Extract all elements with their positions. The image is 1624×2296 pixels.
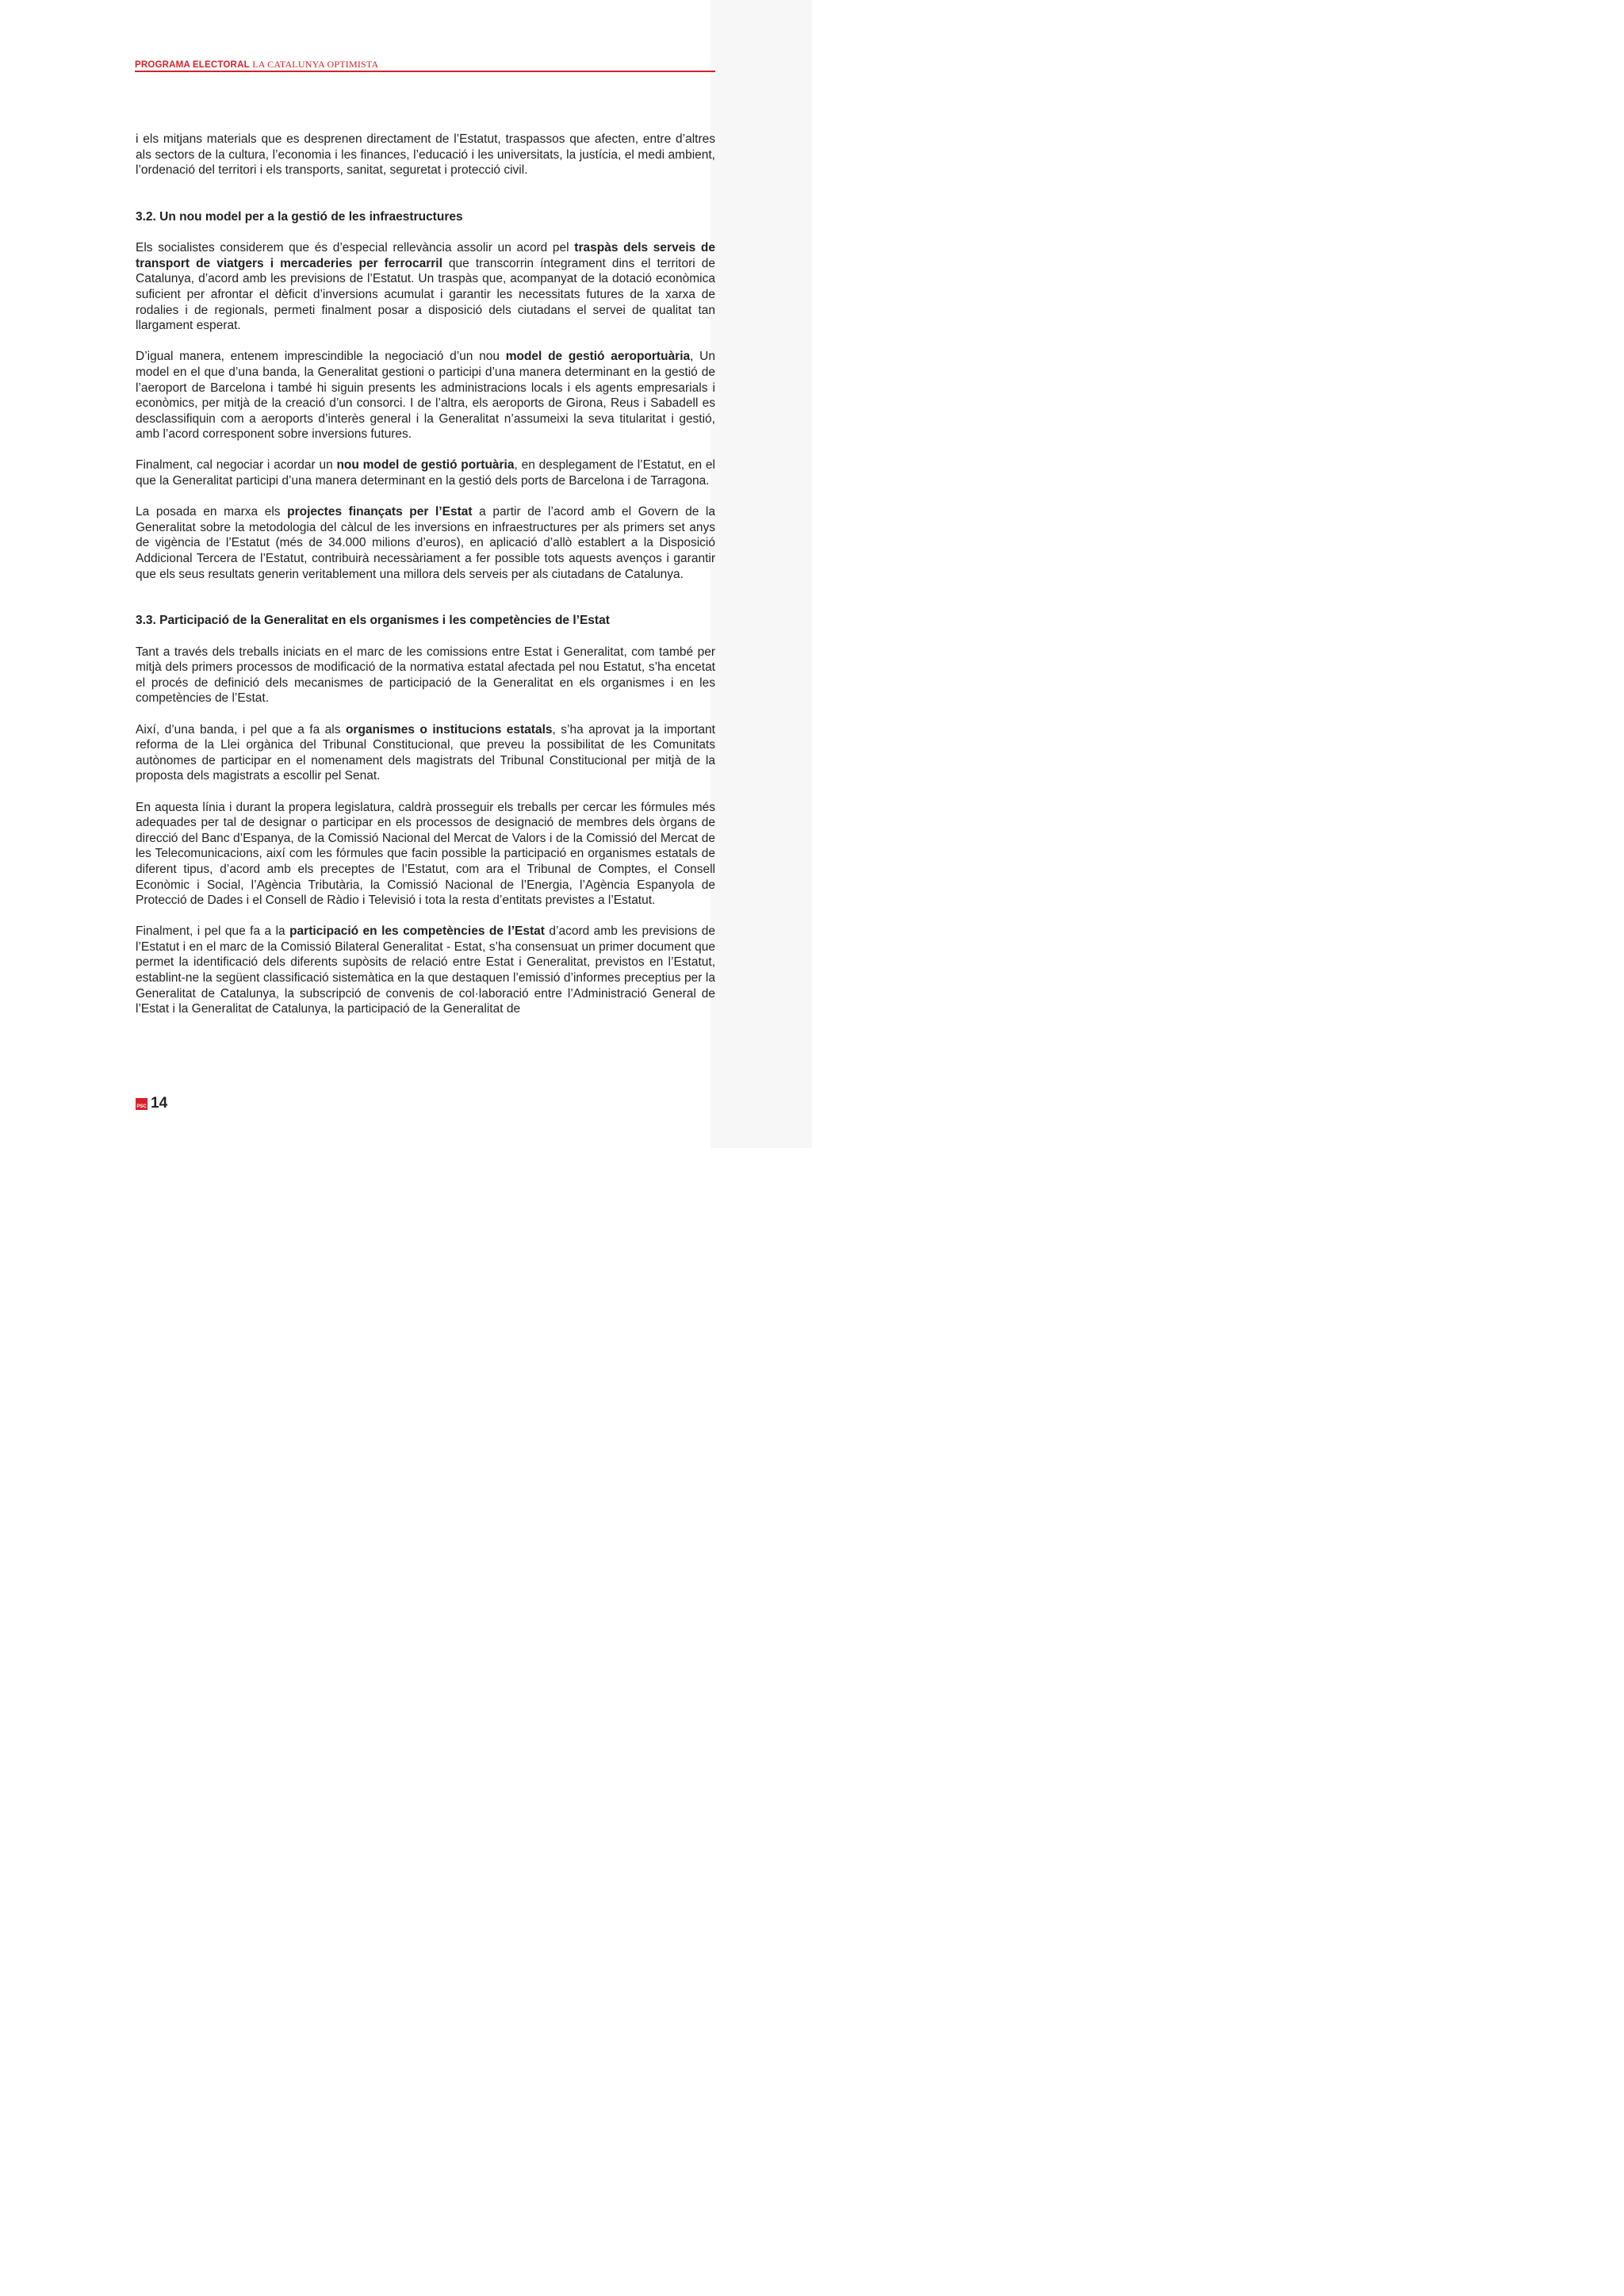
header-title-bold: PROGRAMA ELECTORAL	[135, 60, 250, 70]
paragraph-next-legislature: En aquesta línia i durant la propera legislatura, caldrà prosseguir els treballs per cercar les fórmules més adequades per tal de designar o participar en els processos de designació de membres dels òrgans de direcció del Banc d’Espanya, de la Comissió Nacional del Mercat de Valors i de la Comissió del Mercat de les Telecomunicacions, així com les fórmules que facin possible la participació en organismes estatals de diferent tipus, d’acord amb els preceptes de l’Estatut, com ara el Tribunal de Comptes, el Consell Econòmic i Social, l’Agència Tributària, la Comissió Nacional de l’Energia, l’Agència Espanyola de Protecció de Dades i el Consell de Ràdio i Televisió i tota la resta d’entitats previstes a l’Estatut.	[136, 800, 715, 908]
emphasis: projectes finançats per l’Estat	[287, 505, 473, 519]
paragraph-rail-transfer: Els socialistes considerem que és d’especial rellevància assolir un acord pel traspàs dels serveis de transport de viatgers i mercaderies per ferrocarril que transcorrin íntegrament dins el territori de Catalunya, d’acord amb les previsions de l’Estatut. Un traspàs que, acompanyat de la dotació econòmica suficient per afrontar el dèficit d’inversions acumulat i garantir les necessitats futures de la xarxa de rodalies i de regionals, permeti finalment posar a disposició dels ciutadans el servei de qualitat tan llargament esperat.	[136, 241, 716, 333]
paragraph-continued: i els mitjans materials que es desprenen directament de l’Estatut, traspassos que afecten, entre d’altres als sectors de la cultura, l’economia i les finances, l’educació i les universitats, la justícia, el medi ambient, l’ordenació del territori i els transports, sanitat, seguretat i protecció civil.	[136, 132, 715, 178]
emphasis: nou model de gestió portuària	[336, 458, 515, 473]
header-title	[135, 59, 715, 71]
page-number: 14	[151, 1095, 168, 1112]
psc-logo: PSC	[136, 1098, 147, 1110]
body-text	[136, 132, 715, 1017]
emphasis: organismes o institucions estatals	[345, 722, 553, 737]
emphasis: model de gestió aeroportuària	[505, 350, 691, 364]
paragraph-state-competences: Finalment, i pel que fa a la participació en les competències de l’Estat d’acord amb les previsions de l’Estatut i en el marc de la Comissió Bilateral Generalitat - Estat, s’ha consensuat un primer document que permet la identificació dels diferents supòsits de relació entre Estat i Generalitat, previstos en l’Estatut, establint-ne la següent classificació sistemàtica en la que destaquen l’emissió d’informes preceptius per la Generalitat de Catalunya, la subscripció de convenis de col·laboració entre l’Administració General de l’Estat i la Generalitat de Catalunya, la participació de la Generalitat de	[136, 924, 716, 1016]
section-heading-3-3: 3.3. Participació de la Generalitat en els organismes i les competències de l’Estat	[136, 614, 610, 628]
paragraph-commissions: Tant a través dels treballs iniciats en el marc de les comissions entre Estat i Generalitat, com també per mitjà dels primers processos de modificació de la normativa estatal afectada pel nou Estatut, s’ha encetat el procés de definició dels mecanismes de participació de la Generalitat en els organismes i en les competències de l’Estat.	[136, 645, 715, 706]
header-rule	[135, 71, 715, 72]
section-heading-3-2: 3.2. Un nou model per a la gestió de les infraestructures	[136, 209, 463, 224]
paragraph-state-projects: La posada en marxa els projectes finançats per l’Estat a partir de l’acord amb el Govern de la Generalitat sobre la metodologia del càlcul de les inversions en infraestructures per als primers set anys de vigència de l’Estatut (més de 34.000 milions d’euros), en aplicació d’allò establert a la Disposició Addicional Tercera de l’Estatut, contribuirà necessàriament a fer possible tots aquests avenços i garantir que els seus resultats generin veritablement una millora dels serveis per als ciutadans de Catalunya.	[136, 505, 715, 581]
emphasis: traspàs dels serveis de transport de viatgers i mercaderies per ferrocarril	[136, 241, 716, 270]
header-title-subtitle: LA CATALUNYA OPTIMISTA	[252, 59, 379, 70]
page-footer	[136, 1094, 167, 1113]
running-header	[135, 59, 715, 75]
paragraph-port-model: Finalment, cal negociar i acordar un nou model de gestió portuària, en desplegament de l’Estatut, en el que la Generalitat participi d’una manera determinant en la gestió dels ports de Barcelona i de Tarragona.	[136, 458, 716, 488]
emphasis: participació en les competències de l’Estat	[289, 924, 545, 939]
paragraph-state-institutions: Així, d’una banda, i pel que a fa als organismes o institucions estatals, s’ha aprovat ja la important reforma de la Llei orgànica del Tribunal Constitucional, que preveu la possibilitat de les Comunitats autònomes de participar en el nomenament dels magistrats del Tribunal Constitucional per mitjà de la proposta dels magistrats a escollir pel Senat.	[136, 722, 715, 783]
document-page	[0, 0, 812, 1148]
page-edge-shadow	[710, 0, 812, 1148]
paragraph-airport-model: D’igual manera, entenem imprescindible la negociació d’un nou model de gestió aeroportuària, Un model en el que d’una banda, la Generalitat gestioni o participi d’una manera determinant en la gestió de l’aeroport de Barcelona i també hi siguin presents les administracions locals i els agents empresarials i econòmics, per mitjà de la creació d’un consorci. I de l’altra, els aeroports de Girona, Reus i Sabadell es desclassifiquin com a aeroports d’interès general i la Generalitat n’assumeixi la seva titularitat i gestió, amb l’acord corresponent sobre inversions futures.	[136, 350, 715, 442]
